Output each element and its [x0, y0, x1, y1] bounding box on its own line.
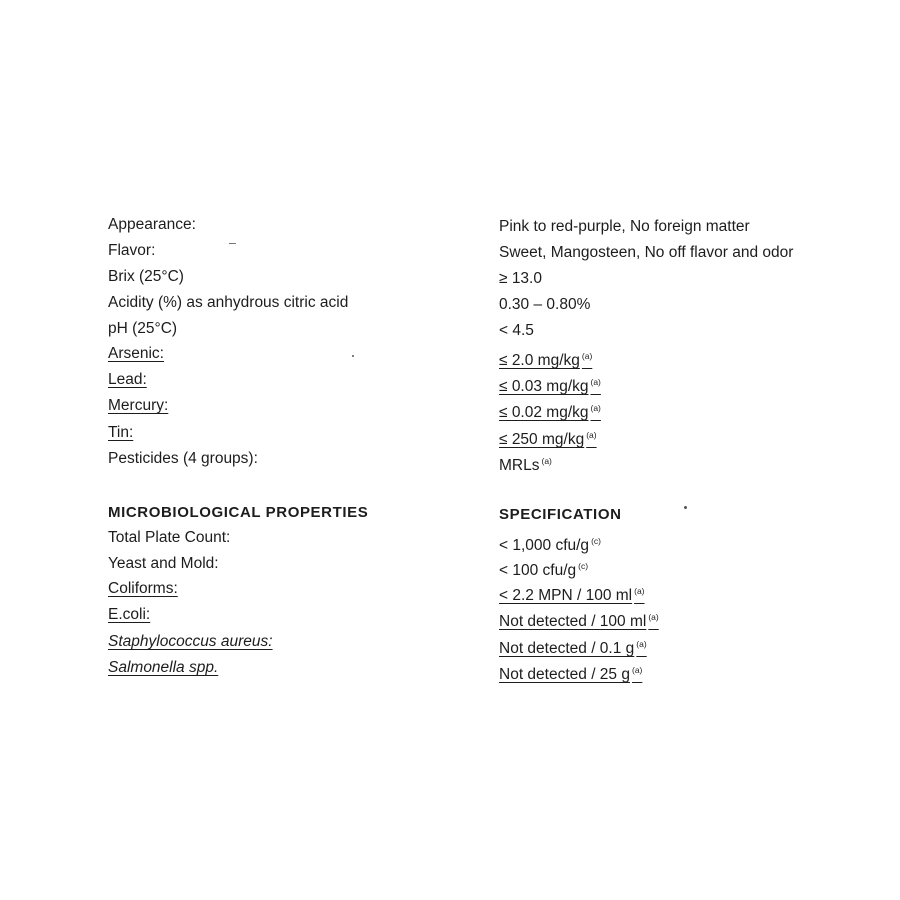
property-label: Brix (25°C) — [108, 268, 184, 285]
property-value: < 4.5 — [499, 322, 534, 339]
property-value: Pink to red-purple, No foreign matter — [499, 218, 750, 235]
property-label: Flavor: — [108, 242, 156, 259]
micro-value: Not detected / 0.1 g $^{(a)}$ — [499, 639, 647, 657]
footnote-mark: (a) — [590, 377, 601, 387]
section-heading-microbiological: MICROBIOLOGICAL PROPERTIES — [108, 504, 369, 521]
footnote-mark: (c) — [578, 561, 589, 571]
footnote-mark: (a) — [586, 430, 597, 440]
micro-label: E.coli: — [108, 606, 151, 623]
property-label: Tin: — [108, 424, 134, 441]
property-label: Appearance: — [108, 216, 196, 233]
micro-label: Coliforms: — [108, 580, 178, 597]
footnote-mark: (a) — [581, 351, 593, 361]
scan-speck — [684, 506, 687, 509]
footnote-mark: (a) — [636, 639, 647, 649]
micro-label: Salmonella spp. — [108, 659, 219, 676]
micro-label: Staphylococcus aureus: — [108, 633, 273, 650]
footnote-mark: (a) — [648, 612, 659, 622]
micro-label: Total Plate Count: — [108, 529, 231, 546]
property-value: ≤ 0.03 mg/kg $^{(a)}$ — [499, 377, 601, 395]
property-value: ≤ 0.02 mg/kg $^{(a)}$ — [499, 403, 601, 421]
micro-value: < 1,000 cfu/g $^{(c)}$ — [499, 536, 601, 554]
property-value: 0.30 – 0.80% — [499, 296, 591, 313]
micro-value: Not detected / 100 ml $^{(a)}$ — [499, 612, 659, 630]
scan-mark — [229, 243, 236, 244]
micro-value: Not detected / 25 g $^{(a)}$ — [499, 665, 643, 683]
footnote-mark: (a) — [541, 456, 552, 466]
footnote-mark: (a) — [590, 403, 601, 413]
section-heading-specification: SPECIFICATION — [499, 506, 622, 523]
micro-label: Yeast and Mold: — [108, 555, 219, 572]
footnote-mark: (c) — [591, 536, 601, 546]
property-label: Acidity (%) as anhydrous citric acid — [108, 294, 349, 311]
property-label: Pesticides (4 groups): — [108, 450, 258, 467]
property-label: Mercury: — [108, 397, 169, 414]
scan-speck — [352, 355, 354, 357]
property-value: ≥ 13.0 — [499, 270, 542, 287]
footnote-mark: (a) — [634, 586, 645, 596]
property-label: pH (25°C) — [108, 320, 178, 337]
footnote-mark: (a) — [631, 665, 643, 675]
property-value: Sweet, Mangosteen, No off flavor and odor — [499, 244, 794, 261]
property-label: Arsenic: — [108, 345, 164, 362]
property-label: Lead: — [108, 371, 147, 388]
property-value: ≤ 2.0 mg/kg $^{(a)}$ — [499, 351, 593, 369]
property-value: ≤ 250 mg/kg $^{(a)}$ — [499, 430, 597, 448]
micro-value: < 100 cfu/g $^{(c)}$ — [499, 561, 589, 579]
micro-value: < 2.2 MPN / 100 ml $^{(a)}$ — [499, 586, 645, 604]
property-value: MRLs $^{(a)}$ — [499, 456, 552, 474]
